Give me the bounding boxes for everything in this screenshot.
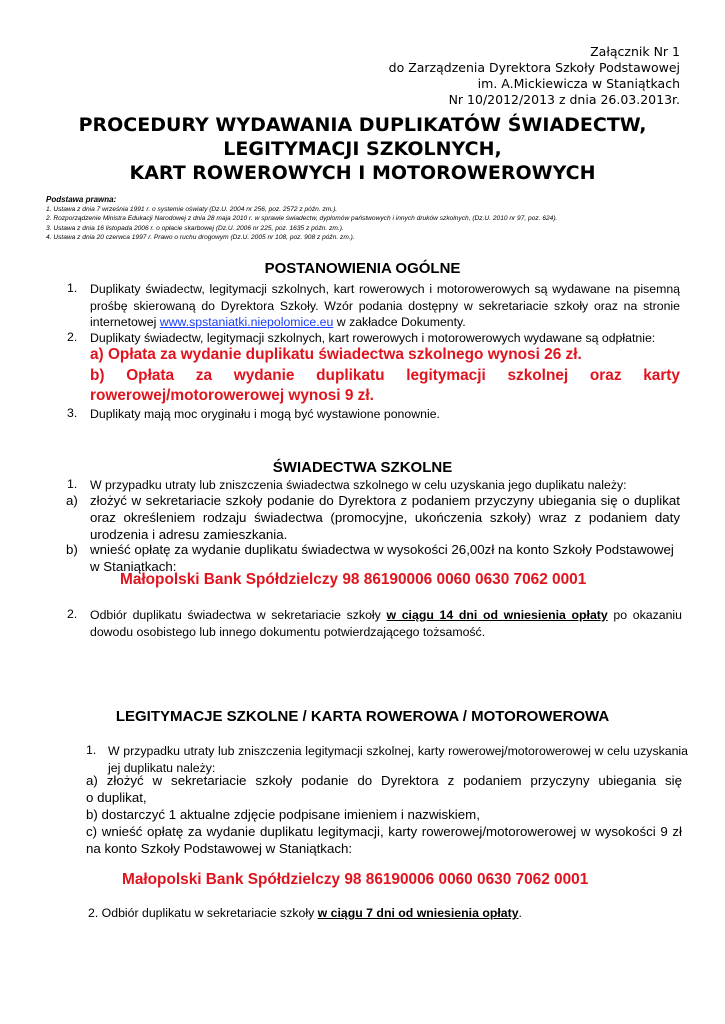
fee-id-card bbox=[90, 366, 680, 406]
cert-a-line-3: urodzenia i adresu zamieszkania. bbox=[90, 527, 288, 542]
cert-b-label: b) bbox=[66, 542, 78, 557]
cert-a-label: a) bbox=[66, 493, 78, 508]
ids-item-1-line-2: jej duplikatu należy: bbox=[108, 760, 216, 775]
cert-item-2-number: 2. bbox=[67, 607, 78, 621]
cert-item-2-post: po okazaniu bbox=[613, 608, 682, 622]
legal-basis-heading: Podstawa prawna: bbox=[46, 195, 117, 204]
school-website-link[interactable]: www.spstaniatki.niepolomice.eu bbox=[159, 315, 334, 329]
ids-step-c-line-2: na konto Szkoły Podstawowej w Staniątkach: bbox=[86, 841, 353, 856]
header-line-3: im. A.Mickiewicza w Staniątkach bbox=[477, 76, 680, 91]
legal-item: 3. Ustawa z dnia 16 listopada 2006 r. o opłacie skarbowej (Dz.U. 2006 nr 225, poz. 1635 z późn. zm.). bbox=[46, 224, 344, 232]
ids-item-2 bbox=[88, 905, 522, 922]
header-line-1: Załącznik Nr 1 bbox=[590, 44, 680, 59]
general-item-1-number: 1. bbox=[67, 281, 78, 295]
section-ids-heading: LEGITYMACJE SZKOLNE / KARTA ROWEROWA / MOTOROWEROWA bbox=[115, 708, 610, 725]
cert-item-2 bbox=[90, 607, 682, 640]
title-line-2: LEGITYMACJI SZKOLNYCH, bbox=[223, 138, 502, 160]
general-item-3-number: 3. bbox=[67, 406, 78, 420]
ids-steps bbox=[86, 772, 682, 857]
cert-item-2-line-2: dowodu osobistego lub innego dokumentu potwierdzającego tożsamość. bbox=[90, 624, 486, 639]
general-item-1-line-c-post: w zakładce Dokumenty. bbox=[336, 315, 466, 329]
fee-id-card-line-2: rowerowej/motorowerowej wynosi 9 zł. bbox=[90, 387, 374, 404]
ids-item-2-post: . bbox=[518, 906, 522, 920]
fee-certificate: a) Opłata za wydanie duplikatu świadectwa szkolnego wynosi 26 zł. bbox=[90, 346, 582, 363]
cert-item-b bbox=[90, 541, 685, 575]
legal-item: 1. Ustawa z dnia 7 września 1991 r. o systemie oświaty (Dz.U. 2004 nr 256, poz. 2572 z późn. zm.). bbox=[46, 206, 338, 213]
general-item-2-number: 2. bbox=[67, 330, 78, 344]
title-line-3: KART ROWEROWYCH I MOTOROWEROWYCH bbox=[129, 162, 596, 184]
cert-item-a bbox=[90, 492, 680, 543]
cert-item-1: W przypadku utraty lub zniszczenia świadectwa szkolnego w celu uzyskania jego duplikatu należy: bbox=[90, 478, 627, 492]
general-item-2: Duplikaty świadectw, legitymacji szkolnych, kart rowerowych i motorowerowych wydawane są odpłatnie: bbox=[90, 331, 656, 345]
cert-a-line-1: złożyć w sekretariacie szkoły podanie do Dyrektora z podaniem przyczyny ubiegania się o duplikat bbox=[90, 493, 680, 508]
cert-item-1-number: 1. bbox=[67, 477, 78, 491]
document-title bbox=[0, 113, 725, 185]
ids-item-2-pre: 2. Odbiór duplikatu w sekretariacie szkoły bbox=[88, 906, 315, 920]
ids-item-1-line-1: W przypadku utraty lub zniszczenia legitymacji szkolnej, karty rowerowej/motorowerowej w celu uzyskania bbox=[108, 744, 688, 758]
section-certificates-heading: ŚWIADECTWA SZKOLNE bbox=[272, 459, 453, 476]
title-line-1: PROCEDURY WYDAWANIA DUPLIKATÓW ŚWIADECTW, bbox=[78, 114, 647, 136]
ids-item-1-number: 1. bbox=[86, 743, 97, 757]
ids-step-b: b) dostarczyć 1 aktualne zdjęcie podpisane imieniem i nazwiskiem, bbox=[86, 807, 480, 822]
legal-item: 2. Rozporządzenie Ministra Edukacji Narodowej z dnia 28 maja 2010 r. w sprawie świadectw, dyplomów państwowych i innych druków szkolnych, (Dz.U. 2010 nr 97, poz. 624). bbox=[46, 215, 558, 223]
cert-item-2-line-1 bbox=[90, 607, 682, 624]
legal-basis-list bbox=[46, 205, 557, 243]
ids-bank-account: Małopolski Bank Spółdzielczy 98 86190006 0060 0630 7062 0001 bbox=[122, 871, 589, 888]
cert-a-line-2: oraz określeniem rodzaju świadectwa (promocyjne, ukończenia szkoły) wraz z podaniem daty bbox=[90, 510, 680, 525]
general-item-1-line-c bbox=[90, 314, 680, 331]
general-item-1 bbox=[90, 281, 680, 331]
general-item-1-line-b: prośbę skierowaną do Dyrektora Szkoły. Wzór podania dostępny w sekretariacie szkoły oraz na stronie bbox=[90, 298, 680, 313]
section-general-heading: POSTANOWIENIA OGÓLNE bbox=[264, 260, 461, 277]
ids-step-a-line-2: o duplikat, bbox=[86, 790, 147, 805]
general-item-1-line-a: Duplikaty świadectw, legitymacji szkolnych, kart rowerowych i motorowerowych są wydawane na pisemną bbox=[90, 282, 680, 296]
cert-bank-account: Małopolski Bank Spółdzielczy 98 86190006 0060 0630 7062 0001 bbox=[120, 571, 587, 588]
header-line-4: Nr 10/2012/2013 z dnia 26.03.2013r. bbox=[448, 92, 680, 107]
cert-item-2-pre: Odbiór duplikatu świadectwa w sekretariacie szkoły bbox=[90, 608, 381, 622]
cert-b-line-1: wnieść opłatę za wydanie duplikatu świadectwa w wysokości 26,00zł na konto Szkoły Podstawowej bbox=[90, 542, 674, 557]
general-item-1-line-c-pre: internetowej bbox=[90, 315, 157, 329]
ids-item-2-deadline: w ciągu 7 dni od wniesienia opłaty bbox=[317, 906, 519, 920]
general-item-3: Duplikaty mają moc oryginału i mogą być wystawione ponownie. bbox=[90, 407, 440, 421]
cert-item-2-deadline: w ciągu 14 dni od wniesienia opłaty bbox=[386, 608, 608, 622]
legal-item: 4. Ustawa z dnia 20 czerwca 1997 r. Prawo o ruchu drogowym (Dz.U. 2005 nr 108, poz. 908 z późn. zm.). bbox=[46, 234, 355, 242]
cert-b-line-2: w Staniątkach: bbox=[90, 559, 177, 574]
fee-id-card-line-1: b) Opłata za wydanie duplikatu legitymacji szkolnej oraz karty bbox=[90, 367, 680, 384]
attachment-header bbox=[389, 44, 680, 108]
ids-step-c-line-1: c) wnieść opłatę za wydanie duplikatu legitymacji, karty rowerowej/motorowerowej w wysokości 9 zł bbox=[86, 824, 682, 839]
ids-step-a-line-1: a) złożyć w sekretariacie szkoły podanie do Dyrektora z podaniem przyczyny ubiegania się bbox=[86, 773, 682, 788]
header-line-2: do Zarządzenia Dyrektora Szkoły Podstawowej bbox=[388, 60, 680, 75]
